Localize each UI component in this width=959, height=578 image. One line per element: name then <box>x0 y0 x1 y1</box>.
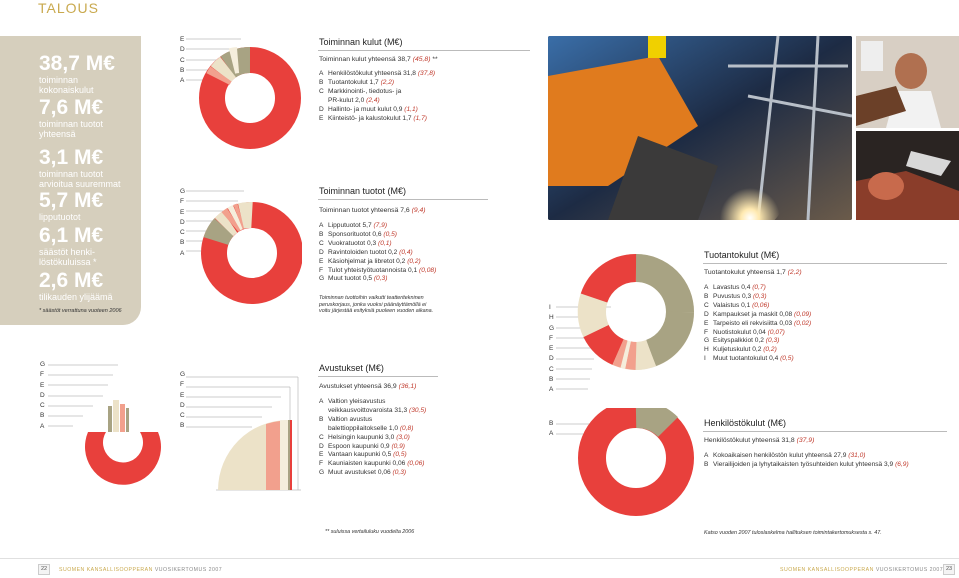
list-item: A Henkilöstökulut yhteensä 31,8 (37,8) <box>319 70 436 77</box>
list-item: F Nuotistokulut 0,04 (0,07) <box>704 328 785 336</box>
list-item: C Valaistus 0,1 (0,06) <box>704 301 770 309</box>
list-item: H Kuljetuskulut 0,2 (0,2) <box>704 346 777 354</box>
tuotanto-segment-h <box>592 298 596 331</box>
footer-rule <box>0 558 959 559</box>
list-item: E Kiinteistö- ja kalustokulut 1,7 (1,7) <box>319 114 427 122</box>
list-item: A Lipputuotot 5,7 (7,9) <box>319 222 388 229</box>
avustukset-segment-d <box>266 421 280 490</box>
kpi-label: tilikauden ylijäämä <box>39 292 113 302</box>
list-item: B Tuotantokulut 1,7 (2,2) <box>319 78 395 86</box>
tuotot-segment-c <box>224 222 230 227</box>
tuotot-note: Toiminnan tuottoihin vaikutti teatteritekninen peruskorjaus, jonka vuoksi päänäyttämöllä ei voitu järjestää esityksiä puoleen vuoden aikana. <box>319 295 434 315</box>
kulut-segment-d <box>218 74 221 79</box>
list-item: F Tulot yhteistyötuotannoista 0,1 (0,08) <box>319 266 437 274</box>
tuotot-segment-e <box>234 217 238 219</box>
tuotot-segment-b <box>216 227 224 241</box>
avustukset-total: Avustukset yhteensä 36,9 (36,1) <box>319 383 417 390</box>
left-bar-e <box>126 408 129 432</box>
tuotanto-segment-b <box>651 312 680 353</box>
welding-photo <box>548 36 852 220</box>
list-item: E Tarpeisto eli rekvisiitta 0,03 (0,02) <box>704 319 812 327</box>
footnote-left: ** suluissa vertailuluku vuodelta 2006 <box>325 529 415 535</box>
left-chart-letters: G F E D C B A <box>40 361 46 430</box>
list-item: B Puvustus 0,3 (0,3) <box>704 292 767 300</box>
list-item: E Vantaan kaupunki 0,5 (0,5) <box>319 451 407 459</box>
list-item: D Hallinto- ja muut kulut 0,9 (1,1) <box>319 105 418 113</box>
henkilosto-items <box>704 452 909 470</box>
page-title: TALOUS <box>38 0 99 16</box>
tuotot-rule <box>318 199 488 200</box>
tuotanto-segment-i <box>594 268 636 298</box>
kpi-label: lipputuotot <box>39 212 81 222</box>
kulut-segment-b <box>228 60 250 67</box>
left-donut-chart <box>48 360 166 500</box>
kpi-label: toiminnan <box>39 75 79 85</box>
left-bar-c <box>113 400 119 432</box>
kulut-segment-e <box>232 60 238 61</box>
list-item: C Markkinointi-, tiedotus- ja <box>319 87 402 95</box>
tuotot-total: Toiminnan tuotot yhteensä 7,6 (9,4) <box>319 207 426 214</box>
kpi-ticket-income <box>39 189 103 222</box>
fabric-photo <box>856 131 959 220</box>
list-item: veikkausvoittovaroista 31,3 (30,5) <box>328 406 427 414</box>
list-item: D Espoon kaupunki 0,9 (0,9) <box>319 442 405 450</box>
henkilosto-letters: B A <box>549 420 554 438</box>
kpi-value: 5,7 M€ <box>39 189 104 212</box>
tuotot-donut-chart <box>186 187 302 307</box>
list-item: F Kauniaisten kaupunki 0,06 (0,06) <box>319 460 425 468</box>
kpi-note: * säästöt verrattuna vuoteen 2006 <box>39 308 122 314</box>
tuotanto-segment-g <box>596 331 618 352</box>
kpi-label: toiminnan tuotot <box>39 119 104 129</box>
tuotot-letters: G F E D C B A <box>180 188 186 257</box>
kpi-value: 6,1 M€ <box>39 224 104 247</box>
kulut-letters: E D C B A <box>180 36 185 85</box>
list-item: A Kokoaikaisen henkilöstön kulut yhteensä 27,9 (31,0) <box>704 452 866 459</box>
footer-left-text: SUOMEN KANSALLISOOPPERAN VUOSIKERTOMUS 2007 <box>59 567 223 573</box>
henkilosto-segment-b <box>636 414 668 427</box>
list-item: C Helsingin kaupunki 3,0 (3,0) <box>319 433 410 441</box>
kulut-segment-c <box>221 67 228 74</box>
henkilosto-total: Henkilöstökulut yhteensä 31,8 (37,9) <box>704 437 815 444</box>
kpi-value: 38,7 M€ <box>39 52 115 75</box>
tuotanto-segment-d <box>628 355 636 356</box>
tuotot-segment-g <box>241 215 252 216</box>
list-item: D Ravintoloiden tuotot 0,2 (0,4) <box>319 248 413 256</box>
page-number-left: 22 <box>38 564 50 575</box>
avustukset-segment-e <box>280 420 288 490</box>
footer-right-text: SUOMEN KANSALLISOOPPERAN VUOSIKERTOMUS 2007 <box>780 567 944 573</box>
list-item: B Vierailijoiden ja lyhytaikaisten työsuhteiden kulut yhteensä 3,9 (6,9) <box>704 460 909 468</box>
list-item: B Sponsorituotot 0,6 (0,5) <box>319 230 397 238</box>
henkilosto-rule <box>703 431 947 432</box>
list-item: PR-kulut 2,0 (2,4) <box>328 96 380 104</box>
kpi-surplus <box>39 269 113 302</box>
kpi-personnel-savings <box>39 224 103 267</box>
list-item: C Vuokratuotot 0,3 (0,1) <box>319 239 392 247</box>
kpi-total-income <box>39 96 103 139</box>
avustukset-letters: G F E D C B <box>180 371 186 430</box>
tuotanto-segment-e <box>624 354 628 355</box>
kpi-value: 3,1 M€ <box>39 146 104 169</box>
list-item: E Käsiohjelmat ja libretot 0,2 (0,2) <box>319 257 421 265</box>
left-bar-b <box>108 406 112 432</box>
list-item: D Kampaukset ja maskit 0,08 (0,09) <box>704 310 812 318</box>
henkilosto-donut-chart <box>556 408 696 520</box>
tuotot-segment-d <box>230 219 234 222</box>
tuotanto-title: Tuotantokulut (M€) <box>704 250 780 260</box>
tuotot-items <box>319 222 436 284</box>
kpi-label: toiminnan tuotot <box>39 169 104 179</box>
list-item: G Muut avustukset 0,06 (0,3) <box>319 469 407 477</box>
footnote-right: Katso vuoden 2007 tuloslaskelma hallituksen toimintakertomuksesta s. 47. <box>704 530 882 536</box>
kpi-label: arvioitua suuremmat <box>39 179 121 189</box>
list-item: balettioppilaitokselle 1,0 (0,8) <box>328 424 414 432</box>
list-item: I Muut tuotantokulut 0,4 (0,5) <box>704 355 794 363</box>
tuotanto-segment-a <box>636 268 680 312</box>
seamstress-photo <box>856 36 959 128</box>
tuotanto-segment-f <box>618 352 624 354</box>
avustukset-items <box>319 398 426 478</box>
kpi-label: löstökuluissa * <box>39 257 97 267</box>
tuotanto-total: Tuotantokulut yhteensä 1,7 (2,2) <box>704 269 802 276</box>
kpi-value: 2,6 M€ <box>39 269 104 292</box>
kpi-value: 7,6 M€ <box>39 96 104 119</box>
kulut-rule <box>318 50 530 51</box>
list-item: A Valtion yleisavustus <box>319 398 386 405</box>
list-item: G Muut tuotot 0,5 (0,3) <box>319 275 388 283</box>
kulut-title: Toiminnan kulut (M€) <box>319 37 403 47</box>
tuotanto-segment-c <box>636 353 651 356</box>
avustukset-segment-g <box>290 420 292 490</box>
list-item: A Lavastus 0,4 (0,7) <box>704 284 766 291</box>
tuotanto-donut-chart <box>556 246 696 396</box>
tuotanto-items <box>704 284 811 364</box>
kulut-donut-chart <box>186 36 302 154</box>
avustukset-rule <box>318 376 438 377</box>
tuotanto-rule <box>703 263 947 264</box>
avustukset-segment-f <box>288 420 290 490</box>
tuotot-segment-f <box>238 216 241 217</box>
avustukset-chart <box>186 372 306 494</box>
avustukset-title: Avustukset (M€) <box>319 363 384 373</box>
left-donut-segment-a <box>85 432 161 485</box>
kpi-label: yhteensä <box>39 129 76 139</box>
henkilosto-title: Henkilöstökulut (M€) <box>704 418 787 428</box>
kulut-items <box>319 70 435 123</box>
kpi-total-costs <box>39 52 115 95</box>
left-bar-d <box>120 404 125 432</box>
kulut-total: Toiminnan kulut yhteensä 38,7 (45,8) ** <box>319 56 438 63</box>
kpi-label: säästöt henki- <box>39 247 96 257</box>
kpi-label: kokonaiskulut <box>39 85 94 95</box>
tuotanto-letters: I H G F E D C B A <box>549 304 555 394</box>
kpi-income-above-estimate <box>39 146 121 189</box>
list-item: B Valtion avustus <box>319 415 373 423</box>
page-number-right: 23 <box>943 564 955 575</box>
tuotot-title: Toiminnan tuotot (M€) <box>319 186 407 196</box>
list-item: G Esityspalkkiot 0,2 (0,3) <box>704 337 780 345</box>
